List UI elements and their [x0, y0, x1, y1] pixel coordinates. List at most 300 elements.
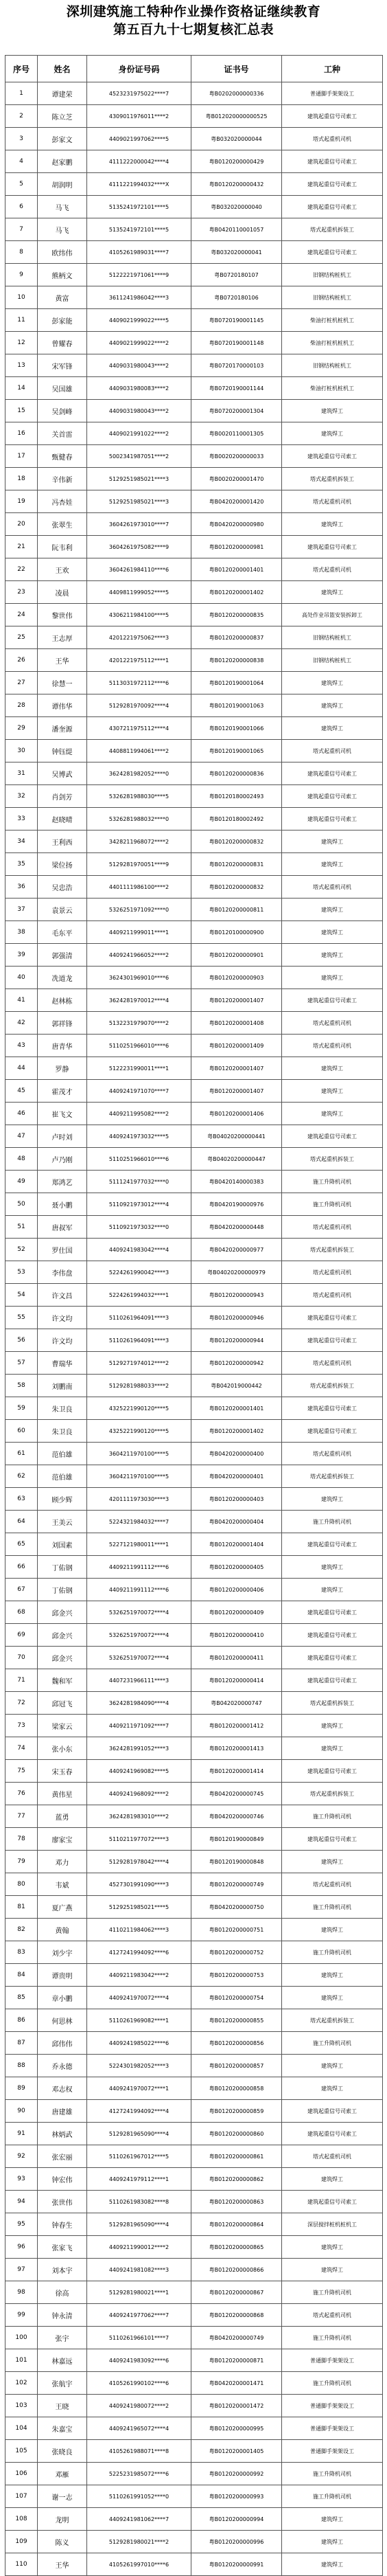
job-type-cell: 建筑焊工 — [282, 2553, 383, 2576]
job-type-cell: 塔式起重机拆装工 — [282, 218, 383, 241]
seq-cell: 53 — [5, 1261, 38, 1284]
name-cell: 廖家宝 — [38, 1828, 87, 1851]
job-type-cell: 施工升降机司机 — [282, 2032, 383, 2055]
id-number-cell: 4409031980043****2 — [87, 400, 191, 422]
table-row — [5, 1601, 383, 1624]
name-cell: 朱嘉宝 — [38, 2417, 87, 2440]
table-row — [5, 1261, 383, 1284]
id-number-cell: 4409021997062****5 — [87, 128, 191, 150]
name-cell: 刘本宇 — [38, 2259, 87, 2281]
name-cell: 欧纬伟 — [38, 241, 87, 264]
id-number-cell: 5129281988033****2 — [87, 1375, 191, 1397]
name-cell: 章小鹏 — [38, 1987, 87, 2009]
header-id-number: 身份证号码 — [87, 56, 191, 82]
certificate-number-cell: 粤B0720190001148 — [191, 332, 282, 354]
seq-cell: 86 — [5, 2009, 38, 2032]
table-row — [5, 1012, 383, 1035]
seq-cell: 61 — [5, 1443, 38, 1465]
seq-cell: 2 — [5, 105, 38, 128]
id-number-cell: 5225231985072****6 — [87, 2463, 191, 2485]
job-type-cell: 建筑焊工 — [282, 513, 383, 536]
seq-cell: 71 — [5, 1669, 38, 1692]
certificate-number-cell: 粤B0720180106 — [191, 286, 282, 309]
certificate-number-cell: 粤B0420200000400 — [191, 1443, 282, 1465]
job-type-cell: 建筑焊工 — [282, 694, 383, 717]
seq-cell: 102 — [5, 2372, 38, 2395]
seq-cell: 34 — [5, 831, 38, 853]
table-row — [5, 604, 383, 626]
job-type-cell: 施工升降机司机 — [282, 1171, 383, 1193]
name-cell: 彭家能 — [38, 309, 87, 332]
table-row — [5, 1375, 383, 1397]
table-row — [5, 2032, 383, 2055]
certificate-number-cell: 粤B0420190000976 — [191, 1193, 282, 1216]
job-type-cell: 建筑焊工 — [282, 400, 383, 422]
job-type-cell: 塔式起重机拆装工 — [282, 1783, 383, 1805]
table-body — [5, 82, 383, 2576]
seq-cell: 35 — [5, 853, 38, 876]
job-type-cell: 建筑起重信号司索工 — [282, 1329, 383, 1352]
certificate-number-cell: 粤B0420200000401 — [191, 1465, 282, 1488]
table-row — [5, 1035, 383, 1057]
name-cell: 谭伟华 — [38, 694, 87, 717]
id-number-cell: 4409241983092****6 — [87, 2349, 191, 2372]
name-cell: 钟钰缇 — [38, 740, 87, 762]
id-number-cell: 4409211991112****6 — [87, 1579, 191, 1601]
seq-cell: 9 — [5, 264, 38, 286]
certificate-number-cell: 粤B0120200000432 — [191, 173, 282, 196]
seq-cell: 13 — [5, 354, 38, 377]
seq-cell: 56 — [5, 1329, 38, 1352]
job-type-cell: 建筑起重信号司索工 — [282, 1397, 383, 1420]
certificate-number-cell: 粤B0120200000867 — [191, 2281, 282, 2304]
table-row — [5, 1533, 383, 1556]
name-cell: 黄翰 — [38, 1919, 87, 1941]
table-row — [5, 2349, 383, 2372]
name-cell: 刘鹏南 — [38, 1375, 87, 1397]
id-number-cell: 3624281984090****4 — [87, 1692, 191, 1715]
seq-cell: 109 — [5, 2531, 38, 2553]
job-type-cell: 建筑起重信号司索工 — [282, 536, 383, 558]
name-cell: 王欢 — [38, 558, 87, 581]
name-cell: 谭建荣 — [38, 82, 87, 105]
name-cell: 钟春生 — [38, 2213, 87, 2236]
name-cell: 冯杏娃 — [38, 490, 87, 513]
job-type-cell: 塔式起重机拆装工 — [282, 468, 383, 490]
table-row — [5, 2009, 383, 2032]
job-type-cell: 建筑起重信号司索工 — [282, 1647, 383, 1669]
certificate-number-cell: 粤B0120200000993 — [191, 2485, 282, 2508]
name-cell: 谢一志 — [38, 2485, 87, 2508]
job-type-cell: 施工升降机司机 — [282, 1193, 383, 1216]
certificate-number-cell: 粤B0020110001305 — [191, 422, 282, 445]
id-number-cell: 3611241986042****3 — [87, 286, 191, 309]
table-row — [5, 1397, 383, 1420]
name-cell: 王华 — [38, 649, 87, 672]
table-row — [5, 1511, 383, 1533]
certificate-number-cell: 粤B0120200000946 — [191, 1307, 282, 1329]
name-cell: 蓝勇 — [38, 1805, 87, 1828]
name-cell: 曾耀春 — [38, 332, 87, 354]
certificate-number-cell: 粤B0120200001407 — [191, 989, 282, 1012]
name-cell: 钟宏伟 — [38, 2168, 87, 2191]
certificate-number-cell: 粤B0120200000860 — [191, 2123, 282, 2145]
seq-cell: 85 — [5, 1987, 38, 2009]
name-cell: 唐叔军 — [38, 1216, 87, 1239]
id-number-cell: 4409211999011****1 — [87, 921, 191, 944]
id-number-cell: 4401111986100****2 — [87, 876, 191, 899]
job-type-cell: 建筑起重信号司索工 — [282, 785, 383, 808]
name-cell: 宋军锋 — [38, 354, 87, 377]
id-number-cell: 4409241970072****1 — [87, 2077, 191, 2100]
seq-cell: 106 — [5, 2463, 38, 2485]
document-title — [0, 0, 387, 41]
seq-cell: 58 — [5, 1375, 38, 1397]
certificate-number-cell: 粤B0120190000849 — [191, 1828, 282, 1851]
table-row — [5, 490, 383, 513]
certificate-number-cell: 粤B0120200000835 — [191, 604, 282, 626]
certificate-number-cell: 粤B0420140000383 — [191, 1171, 282, 1193]
name-cell: 王志厚 — [38, 626, 87, 649]
name-cell: 黄伟星 — [38, 1783, 87, 1805]
job-type-cell: 建筑焊工 — [282, 1057, 383, 1080]
seq-cell: 64 — [5, 1511, 38, 1533]
table-row — [5, 1171, 383, 1193]
table-row — [5, 2259, 383, 2281]
certificate-number-cell: 粤B04020200000441 — [191, 1125, 282, 1148]
table-row — [5, 1941, 383, 1964]
seq-cell: 43 — [5, 1035, 38, 1057]
certificate-number-cell: 粤B04020200000979 — [191, 1261, 282, 1284]
job-type-cell: 高处作业吊篮安装拆卸工 — [282, 604, 383, 626]
certificate-number-cell: 粤B0120200000991 — [191, 2553, 282, 2576]
id-number-cell: 5129251985021****3 — [87, 468, 191, 490]
id-number-cell: 5326281988030****5 — [87, 785, 191, 808]
job-type-cell: 普通脚手架架设工 — [282, 82, 383, 105]
certificate-number-cell: 粤B0120200000429 — [191, 150, 282, 173]
certificate-number-cell: 粤B0120200000838 — [191, 649, 282, 672]
table-row — [5, 1828, 383, 1851]
job-type-cell: 塔式起重机司机 — [282, 1443, 383, 1465]
certificate-number-cell: 粤B0120200000403 — [191, 1488, 282, 1511]
certificate-number-cell: 粤B0120200000811 — [191, 899, 282, 921]
table-row — [5, 241, 383, 264]
id-number-cell: 5326251970072****4 — [87, 1624, 191, 1647]
id-number-cell: 5110921973032****0 — [87, 1216, 191, 1239]
table-row — [5, 581, 383, 604]
certificate-number-cell: 粤B0120200000865 — [191, 2236, 282, 2259]
id-number-cell: 4307211975112****4 — [87, 717, 191, 740]
job-type-cell: 建筑起重信号司索工 — [282, 1307, 383, 1329]
job-type-cell: 塔式起重机拆装工 — [282, 1465, 383, 1488]
table-row — [5, 831, 383, 853]
certificate-number-cell: 粤B0020200001470 — [191, 468, 282, 490]
id-number-cell: 4127241994092****4 — [87, 2100, 191, 2123]
table-row — [5, 445, 383, 468]
name-cell: 郭祥锋 — [38, 1012, 87, 1035]
seq-cell: 91 — [5, 2123, 38, 2145]
job-type-cell: 普通脚手架架设工 — [282, 2440, 383, 2463]
table-row — [5, 286, 383, 309]
seq-cell: 25 — [5, 626, 38, 649]
table-row — [5, 2485, 383, 2508]
job-type-cell: 建筑起重信号司索工 — [282, 445, 383, 468]
id-number-cell: 5113031972112****6 — [87, 672, 191, 694]
name-cell: 黎世伟 — [38, 604, 87, 626]
table-row — [5, 1420, 383, 1443]
name-cell: 范伯雄 — [38, 1465, 87, 1488]
certificate-number-cell: 粤B0720180107 — [191, 264, 282, 286]
certificate-number-cell: 粤B0720190001145 — [191, 309, 282, 332]
name-cell: 赵林栋 — [38, 989, 87, 1012]
id-number-cell: 4111221994032****X — [87, 173, 191, 196]
seq-cell: 95 — [5, 2213, 38, 2236]
id-number-cell: 5110261964091****3 — [87, 1329, 191, 1352]
certificate-number-cell: 粤B0120200000903 — [191, 967, 282, 989]
table-row — [5, 1193, 383, 1216]
table-row — [5, 332, 383, 354]
seq-cell: 6 — [5, 196, 38, 218]
name-cell: 宋玉春 — [38, 1760, 87, 1783]
seq-cell: 105 — [5, 2440, 38, 2463]
seq-cell: 19 — [5, 490, 38, 513]
job-type-cell: 普通脚手架架设工 — [282, 2395, 383, 2417]
certificate-number-cell: 粤B0120200000868 — [191, 2304, 282, 2327]
certificate-number-cell: 粤B0120180002493 — [191, 785, 282, 808]
certificate-number-cell: 粤B0420200000745 — [191, 1783, 282, 1805]
name-cell: 夏广燕 — [38, 1896, 87, 1919]
name-cell: 关首雷 — [38, 422, 87, 445]
id-number-cell: 4409241965072****4 — [87, 2417, 191, 2440]
name-cell: 张宇 — [38, 2327, 87, 2349]
id-number-cell: 5326251970072****4 — [87, 1601, 191, 1624]
seq-cell: 36 — [5, 876, 38, 899]
job-type-cell: 旧钢结构桩机工 — [282, 264, 383, 286]
name-cell: 熊柄文 — [38, 264, 87, 286]
job-type-cell: 深层搅拌桩机桩机工 — [282, 2213, 383, 2236]
table-row — [5, 1579, 383, 1601]
id-number-cell: 5129281978042****4 — [87, 1851, 191, 1873]
table-row — [5, 2372, 383, 2395]
table-row — [5, 1080, 383, 1103]
name-cell: 张晓良 — [38, 2440, 87, 2463]
job-type-cell: 建筑起重信号司索工 — [282, 1828, 383, 1851]
certificate-number-cell: 粤B0120200000411 — [191, 1647, 282, 1669]
seq-cell: 96 — [5, 2236, 38, 2259]
seq-cell: 76 — [5, 1783, 38, 1805]
table-row — [5, 309, 383, 332]
job-type-cell: 建筑焊工 — [282, 1579, 383, 1601]
seq-cell: 110 — [5, 2553, 38, 2576]
seq-cell: 48 — [5, 1148, 38, 1171]
certificate-number-cell: 粤B0120190001065 — [191, 740, 282, 762]
id-number-cell: 4409811999052****5 — [87, 581, 191, 604]
name-cell: 徐慧一 — [38, 672, 87, 694]
id-number-cell: 4409031980043****2 — [87, 354, 191, 377]
seq-cell: 93 — [5, 2168, 38, 2191]
job-type-cell: 建筑起重信号司索工 — [282, 1533, 383, 1556]
id-number-cell: 4408811994061****2 — [87, 740, 191, 762]
id-number-cell: 4409241970072****4 — [87, 1987, 191, 2009]
seq-cell: 100 — [5, 2327, 38, 2349]
table-row — [5, 2531, 383, 2553]
id-number-cell: 5227121980011****1 — [87, 1533, 191, 1556]
job-type-cell: 塔式起重机司机 — [282, 740, 383, 762]
job-type-cell: 施工升降机司机 — [282, 1511, 383, 1533]
seq-cell: 29 — [5, 717, 38, 740]
name-cell: 邓力 — [38, 1851, 87, 1873]
job-type-cell: 建筑焊工 — [282, 1715, 383, 1737]
seq-cell: 84 — [5, 1964, 38, 1987]
name-cell: 刘少宇 — [38, 1941, 87, 1964]
table-row — [5, 2100, 383, 2123]
name-cell: 何思林 — [38, 2009, 87, 2032]
job-type-cell: 塔式起重机司机 — [282, 490, 383, 513]
id-number-cell: 5111241977032****0 — [87, 1171, 191, 1193]
id-number-cell: 3624281982052****0 — [87, 762, 191, 785]
seq-cell: 14 — [5, 377, 38, 400]
seq-cell: 83 — [5, 1941, 38, 1964]
seq-cell: 46 — [5, 1103, 38, 1125]
name-cell: 张翠生 — [38, 513, 87, 536]
seq-cell: 10 — [5, 286, 38, 309]
table-row — [5, 468, 383, 490]
certificate-number-cell: 粤B0120200001413 — [191, 1737, 282, 1760]
id-number-cell: 3604211970100****5 — [87, 1443, 191, 1465]
name-cell: 许文均 — [38, 1329, 87, 1352]
table-row — [5, 1873, 383, 1896]
id-number-cell: 4409241971070****7 — [87, 1080, 191, 1103]
table-row — [5, 1103, 383, 1125]
id-number-cell: 5224301982052****3 — [87, 2055, 191, 2077]
job-type-cell: 建筑焊工 — [282, 2055, 383, 2077]
seq-cell: 31 — [5, 762, 38, 785]
table-row — [5, 196, 383, 218]
seq-cell: 63 — [5, 1488, 38, 1511]
job-type-cell: 旧钢结构桩机工 — [282, 626, 383, 649]
certificate-number-cell: 粤B0420200000977 — [191, 1239, 282, 1261]
seq-cell: 22 — [5, 558, 38, 581]
table-row — [5, 899, 383, 921]
id-number-cell: 5135241972101****5 — [87, 218, 191, 241]
table-row — [5, 218, 383, 241]
name-cell: 卢时刘 — [38, 1125, 87, 1148]
job-type-cell: 建筑焊工 — [282, 2531, 383, 2553]
table-row — [5, 2145, 383, 2168]
job-type-cell: 建筑起重信号司索工 — [282, 1669, 383, 1692]
id-number-cell: 5326251970072****4 — [87, 1647, 191, 1669]
seq-cell: 89 — [5, 2077, 38, 2100]
name-cell: 王华 — [38, 2553, 87, 2576]
job-type-cell: 建筑焊工 — [282, 2236, 383, 2259]
seq-cell: 97 — [5, 2259, 38, 2281]
seq-cell: 79 — [5, 1851, 38, 1873]
name-cell: 潘奎源 — [38, 717, 87, 740]
id-number-cell: 4325221990120****5 — [87, 1397, 191, 1420]
name-cell: 吴国雄 — [38, 377, 87, 400]
certificate-number-cell: 粤B0120200000749 — [191, 1873, 282, 1896]
id-number-cell: 4409021999022****2 — [87, 332, 191, 354]
id-number-cell: 4409241979112****1 — [87, 2168, 191, 2191]
id-number-cell: 4409241980072****2 — [87, 2395, 191, 2417]
table-row — [5, 2055, 383, 2077]
seq-cell: 38 — [5, 921, 38, 944]
id-number-cell: 5110211977072****3 — [87, 1828, 191, 1851]
seq-cell: 103 — [5, 2395, 38, 2417]
table-row — [5, 536, 383, 558]
seq-cell: 69 — [5, 1624, 38, 1647]
name-cell: 李伟盘 — [38, 1261, 87, 1284]
job-type-cell: 建筑起重信号司索工 — [282, 150, 383, 173]
certificate-number-cell: 粤B0120200000406 — [191, 1579, 282, 1601]
seq-cell: 5 — [5, 173, 38, 196]
name-cell: 王利西 — [38, 831, 87, 853]
certificate-number-cell: 粤B032020000044 — [191, 128, 282, 150]
name-cell: 胡润明 — [38, 173, 87, 196]
table-row — [5, 1284, 383, 1307]
name-cell: 肖剑芳 — [38, 785, 87, 808]
table-row — [5, 400, 383, 422]
id-number-cell: 4105261990102****6 — [87, 2372, 191, 2395]
id-number-cell: 4127241994092****6 — [87, 1941, 191, 1964]
job-type-cell: 普通脚手架架设工 — [282, 2417, 383, 2440]
job-type-cell: 建筑焊工 — [282, 1987, 383, 2009]
name-cell: 罗静 — [38, 1057, 87, 1080]
certificate-number-cell: 粤B0120200000858 — [191, 2077, 282, 2100]
job-type-cell: 旧钢结构桩机工 — [282, 649, 383, 672]
certificate-number-cell: 粤B0120200000995 — [191, 2417, 282, 2440]
id-number-cell: 3604261973010****7 — [87, 513, 191, 536]
table-row — [5, 1488, 383, 1511]
name-cell: 邓志权 — [38, 2077, 87, 2100]
id-number-cell: 5110261991052****0 — [87, 2485, 191, 2508]
id-number-cell: 5110261967012****5 — [87, 2145, 191, 2168]
id-number-cell: 5110261983082****8 — [87, 2191, 191, 2213]
seq-cell: 72 — [5, 1692, 38, 1715]
name-cell: 梁家云 — [38, 1715, 87, 1737]
certificate-number-cell: 粤B0720190001144 — [191, 377, 282, 400]
job-type-cell: 建筑起重信号司索工 — [282, 241, 383, 264]
seq-cell: 73 — [5, 1715, 38, 1737]
certificate-number-cell: 粤B0120200000753 — [191, 1964, 282, 1987]
job-type-cell: 建筑焊工 — [282, 717, 383, 740]
seq-cell: 62 — [5, 1465, 38, 1488]
certificate-number-cell: 粤B0120200001412 — [191, 1715, 282, 1737]
seq-cell: 1 — [5, 82, 38, 105]
seq-cell: 90 — [5, 2100, 38, 2123]
name-cell: 郭强清 — [38, 944, 87, 967]
id-number-cell: 4201221975062****3 — [87, 626, 191, 649]
certificate-number-cell: 粤B0120200000832 — [191, 876, 282, 899]
job-type-cell: 建筑起重信号司索工 — [282, 1601, 383, 1624]
job-type-cell: 塔式起重机司机 — [282, 1352, 383, 1375]
table-row — [5, 2168, 383, 2191]
name-cell: 袁景云 — [38, 899, 87, 921]
seq-cell: 16 — [5, 422, 38, 445]
job-type-cell: 建筑起重信号司索工 — [282, 2123, 383, 2145]
name-cell: 马飞 — [38, 196, 87, 218]
table-row — [5, 740, 383, 762]
certificate-number-cell: 粤B0120200000405 — [191, 1556, 282, 1579]
name-cell: 许文昌 — [38, 1284, 87, 1307]
certificate-number-cell: 粤B0120200001401 — [191, 1397, 282, 1420]
seq-cell: 23 — [5, 581, 38, 604]
table-row — [5, 808, 383, 831]
job-type-cell: 塔式起重机司机 — [282, 2304, 383, 2327]
table-row — [5, 944, 383, 967]
job-type-cell: 建筑起重信号司索工 — [282, 1125, 383, 1148]
id-number-cell: 5132231979070****2 — [87, 1012, 191, 1035]
